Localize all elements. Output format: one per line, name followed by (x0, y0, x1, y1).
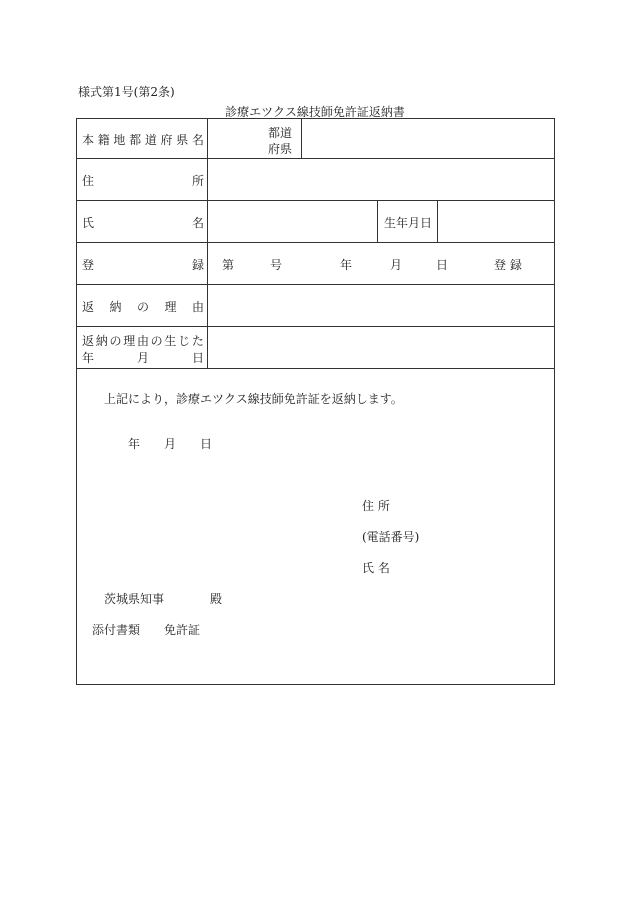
label-char: 生 (164, 334, 177, 348)
prefecture-suffix-top: 都道 (268, 126, 293, 140)
label-char: の (109, 334, 122, 348)
birthdate-label: 生年月日 (384, 216, 433, 230)
label-char: 本 (82, 133, 95, 147)
reason-label (82, 298, 204, 315)
label-char: 地 (113, 133, 126, 147)
birthdate-field[interactable] (438, 201, 554, 241)
prefecture-field[interactable] (302, 119, 554, 157)
applicant-phone-label: (電話番号) (362, 530, 420, 544)
registration-day: 日 (436, 258, 449, 272)
registration-dai: 第 (222, 258, 235, 272)
label-char: 登 (82, 258, 95, 272)
label-char: 日 (191, 351, 204, 365)
label-char: 道 (144, 133, 157, 147)
registration-month: 月 (390, 258, 403, 272)
attachment-value: 免許証 (164, 623, 201, 637)
label-char: 月 (136, 351, 149, 365)
registration-go: 号 (270, 258, 283, 272)
declaration-month: 月 (164, 437, 177, 451)
label-char: 返 (82, 300, 95, 314)
row-divider (76, 242, 555, 243)
label-char: た (191, 334, 204, 348)
label-char: 籍 (97, 133, 110, 147)
row-divider (76, 368, 555, 369)
registration-touroku: 登 録 (494, 258, 522, 272)
registration-label (82, 256, 204, 273)
label-char: 氏 (82, 216, 95, 230)
birthdate-label-divider-left (377, 200, 378, 242)
label-char: 理 (123, 334, 136, 348)
label-char: 名 (191, 133, 204, 147)
reason-date-label-line1 (82, 332, 204, 349)
address-label (82, 172, 204, 189)
document-title: 診療エツクス線技師免許証返納書 (225, 105, 405, 119)
form-number-label: 様式第1号(第2条) (78, 85, 175, 99)
label-char: 由 (191, 300, 204, 314)
label-char: 所 (191, 174, 204, 188)
label-char: 理 (164, 300, 177, 314)
label-char: 年 (82, 351, 95, 365)
applicant-address-label: 住 所 (362, 499, 390, 513)
label-char: の (150, 334, 163, 348)
reason-date-label-line2 (82, 349, 204, 366)
label-char: 由 (136, 334, 149, 348)
label-char: 府 (160, 133, 173, 147)
addressee-honorific: 殿 (210, 592, 223, 606)
honseki-label (82, 131, 204, 148)
label-char: 返 (82, 334, 95, 348)
declaration-statement: 上記により，診療エツクス線技師免許証を返納します。 (104, 392, 403, 406)
name-field[interactable] (208, 201, 376, 241)
reason-date-field[interactable] (208, 327, 554, 367)
label-char: 県 (176, 133, 189, 147)
label-char: 都 (129, 133, 142, 147)
label-char: 名 (191, 216, 204, 230)
label-char: 録 (191, 258, 204, 272)
address-field[interactable] (208, 159, 554, 199)
label-char: じ (178, 334, 191, 348)
applicant-name-label: 氏 名 (362, 561, 390, 575)
label-char: の (136, 300, 149, 314)
prefecture-suffix-bottom: 府県 (268, 142, 293, 156)
attachment-label: 添付書類 (92, 623, 141, 637)
label-char: 住 (82, 174, 95, 188)
reason-field[interactable] (208, 285, 554, 325)
registration-year: 年 (340, 258, 353, 272)
addressee-name: 茨城県知事 (104, 592, 165, 606)
declaration-day: 日 (200, 437, 213, 451)
declaration-year: 年 (128, 437, 141, 451)
label-char: 納 (109, 300, 122, 314)
label-char: 納 (95, 334, 108, 348)
name-label (82, 214, 204, 231)
